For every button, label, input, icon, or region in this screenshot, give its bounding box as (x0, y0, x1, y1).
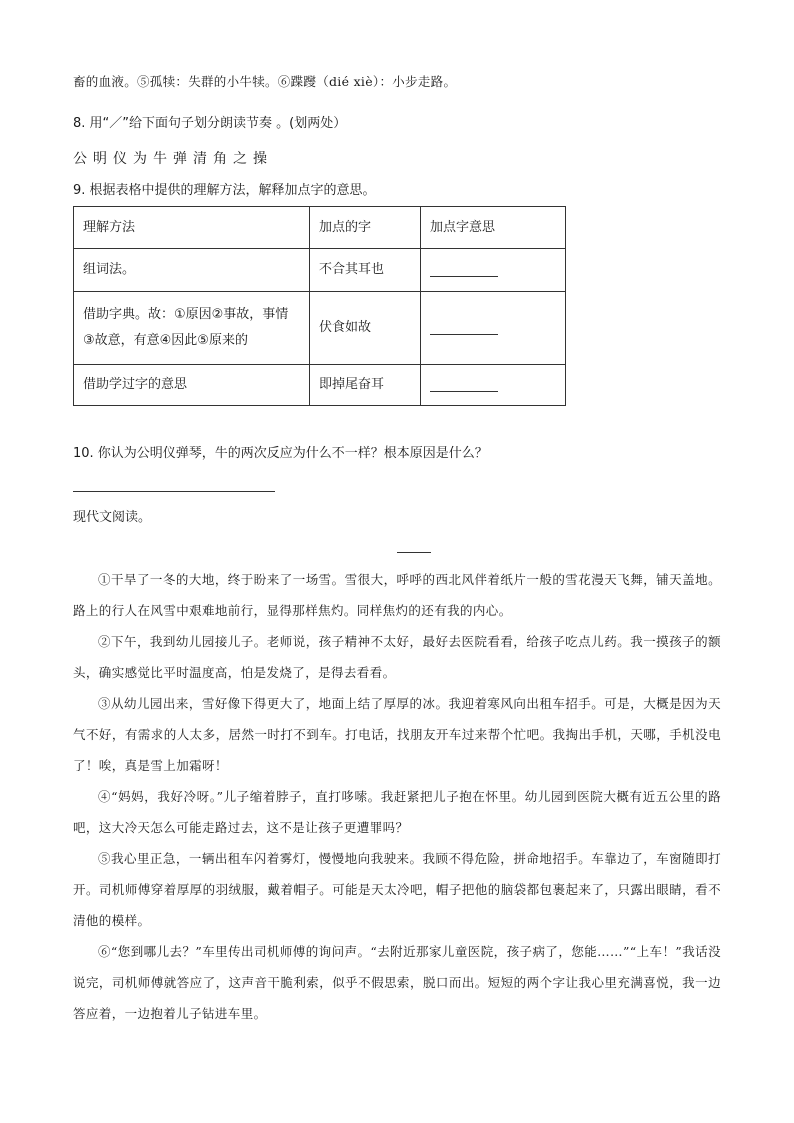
section-title: 现代文阅读。 (73, 510, 152, 525)
table-header-row (74, 207, 566, 249)
gloss-line: 畜的血液。⑤孤犊：失群的小牛犊。⑥蹀躞（dié xiè）：小步走路。 (73, 74, 457, 89)
table-cell-answer (421, 249, 566, 292)
table-cell-answer (421, 292, 566, 365)
question-9-table (73, 206, 566, 406)
table-header-cell: 理解方法 (74, 207, 310, 249)
table-row (74, 292, 566, 365)
paragraph-2: ②下午，我到幼儿园接儿子。老师说，孩子精神不太好，最好去医院看看，给孩子吃点儿药。我一摸孩子的额头，确实感觉比平时温度高，怕是发烧了，是得去看看。 (73, 634, 721, 680)
table-cell-method-line: ③故意，有意④因此⑤原来的 (83, 333, 248, 348)
answer-line[interactable] (73, 491, 275, 492)
answer-blank[interactable] (430, 262, 498, 277)
paragraph-5: ⑤我心里正急，一辆出租车闪着雾灯，慢慢地向我驶来。我顾不得危险，拼命地招手。车靠边了，车窗随即打开。司机师傅穿着厚厚的羽绒服，戴着帽子。可能是天太冷吧，帽子把他的脑袋都包裹起来了，只露出眼睛，看不清他的模样。 (73, 851, 721, 928)
paragraph-4: ④“妈妈，我好冷呀。”儿子缩着脖子，直打哆嗦。我赶紧把儿子抱在怀里。幼儿园到医院大概有近五公里的路吧，这大冷天怎么可能走路过去，这不是让孩子更遭罪吗？ (73, 789, 721, 835)
paragraph-3: ③从幼儿园出来，雪好像下得更大了，地面上结了厚厚的冰。我迎着寒风向出租车招手。可是，大概是因为天气不好，有需求的人太多，居然一时打不到车。打电话，找朋友开车过来帮个忙吧。我掏出手机，天哪，手机没电了！唉，真是雪上加霜呀！ (73, 696, 721, 773)
table-cell-method: 组词法。 (74, 249, 310, 292)
table-cell-method-line: 借助字典。故：①原因②事故，事情 (83, 307, 289, 322)
table-row (74, 365, 566, 406)
question-8-sentence: 公明仪为牛弹清角之操 (73, 151, 273, 167)
answer-blank[interactable] (430, 377, 498, 392)
question-9-prompt: 9. 根据表格中提供的理解方法，解释加点字的意思。 (73, 183, 376, 198)
table-cell-method (74, 292, 310, 365)
question-8-prompt: 8. 用“／”给下面句子划分朗读节奏 。(划两处） (73, 116, 347, 131)
table-cell-word: 不合其耳也 (310, 249, 421, 292)
table-cell-word: 即掉尾奋耳 (310, 365, 421, 406)
table-row (74, 249, 566, 292)
table-cell-method: 借助学过字的意思 (74, 365, 310, 406)
paragraph-1: ①干旱了一冬的大地，终于盼来了一场雪。雪很大，呼呼的西北风伴着纸片一般的雪花漫天飞舞，铺天盖地。路上的行人在风雪中艰难地前行，显得那样焦灼。同样焦灼的还有我的内心。 (73, 572, 721, 618)
table-cell-word: 伏食如故 (310, 292, 421, 365)
title-blank-line (397, 552, 431, 553)
answer-blank[interactable] (430, 320, 498, 335)
table-cell-answer (421, 365, 566, 406)
table-header-cell: 加点字意思 (421, 207, 566, 249)
question-10-prompt: 10. 你认为公明仪弹琴，牛的两次反应为什么不一样？根本原因是什么？ (73, 446, 488, 461)
paragraph-6: ⑥“您到哪儿去？”车里传出司机师傅的询问声。“去附近那家儿童医院，孩子病了，您能……”“上车！”我话没说完，司机师傅就答应了，这声音干脆利索，似乎不假思索，脱口而出。短短的两个字让我心里充满喜悦，我一边答应着，一边抱着儿子钻进车里。 (73, 944, 721, 1021)
table-header-cell: 加点的字 (310, 207, 421, 249)
